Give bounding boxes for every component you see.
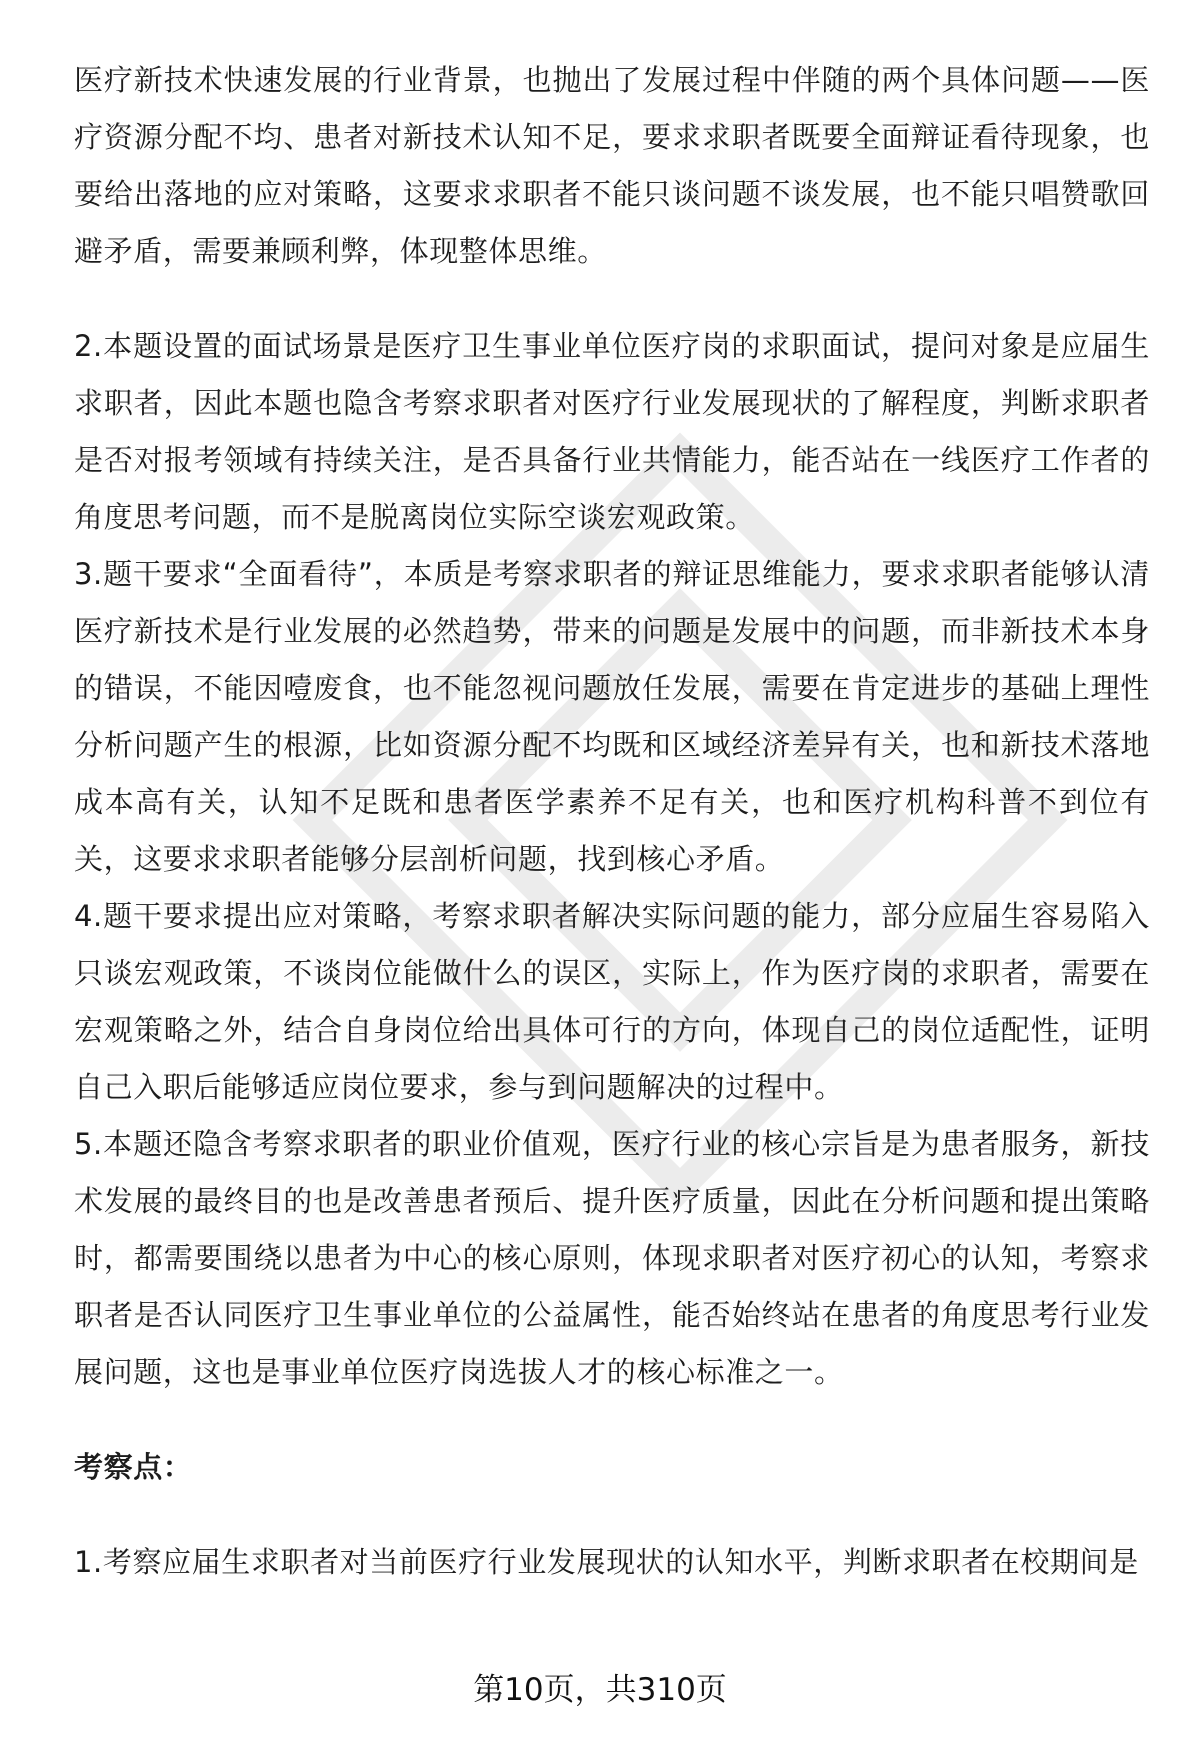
paragraph-point-5: 5.本题还隐含考察求职者的职业价值观，医疗行业的核心宗旨是为患者服务，新技术发展的最终目的也是改善患者预后、提升医疗质量，因此在分析问题和提出策略时，都需要围绕以患者为中心的核心原则，体现求职者对医疗初心的认知，考察求职者是否认同医疗卫生事业单位的公益属性，能否始终站在患者的角度思考行业发展问题，这也是事业单位医疗岗选拔人才的核心标准之一。 [74, 1127, 1150, 1389]
section-heading: 考察点： [74, 1450, 193, 1484]
paragraph-point-2: 2.本题设置的面试场景是医疗卫生事业单位医疗岗的求职面试，提问对象是应届生求职者，因此本题也隐含考察求职者对医疗行业发展现状的了解程度，判断求职者是否对报考领域有持续关注，是否具备行业共情能力，能否站在一线医疗工作者的角度思考问题，而不是脱离岗位实际空谈宏观政策。 [74, 329, 1150, 534]
paragraph-point-3: 3.题干要求“全面看待”，本质是考察求职者的辩证思维能力，要求求职者能够认清医疗新技术是行业发展的必然趋势，带来的问题是发展中的问题，而非新技术本身的错误，不能因噎废食，也不能忽视问题放任发展，需要在肯定进步的基础上理性分析问题产生的根源，比如资源分配不均既和区域经济差异有关，也和新技术落地成本高有关，认知不足既和患者医学素养不足有关，也和医疗机构科普不到位有关，这要求求职者能够分层剖析问题，找到核心矛盾。 [74, 557, 1150, 876]
paragraph-intro: 医疗新技术快速发展的行业背景，也抛出了发展过程中伴随的两个具体问题——医疗资源分配不均、患者对新技术认知不足，要求求职者既要全面辩证看待现象，也要给出落地的应对策略，这要求求职者不能只谈问题不谈发展，也不能只唱赞歌回避矛盾，需要兼顾利弊，体现整体思维。 [74, 63, 1150, 268]
page-number-footer: 第10页，共310页 [473, 1672, 727, 1708]
document-body [74, 52, 1150, 1591]
paragraph-point-4: 4.题干要求提出应对策略，考察求职者解决实际问题的能力，部分应届生容易陷入只谈宏观政策，不谈岗位能做什么的误区，实际上，作为医疗岗的求职者，需要在宏观策略之外，结合自身岗位给出具体可行的方向，体现自己的岗位适配性，证明自己入职后能够适应岗位要求，参与到问题解决的过程中。 [74, 899, 1150, 1104]
exam-point-1: 1.考察应届生求职者对当前医疗行业发展现状的认知水平，判断求职者在校期间是 [74, 1545, 1139, 1579]
